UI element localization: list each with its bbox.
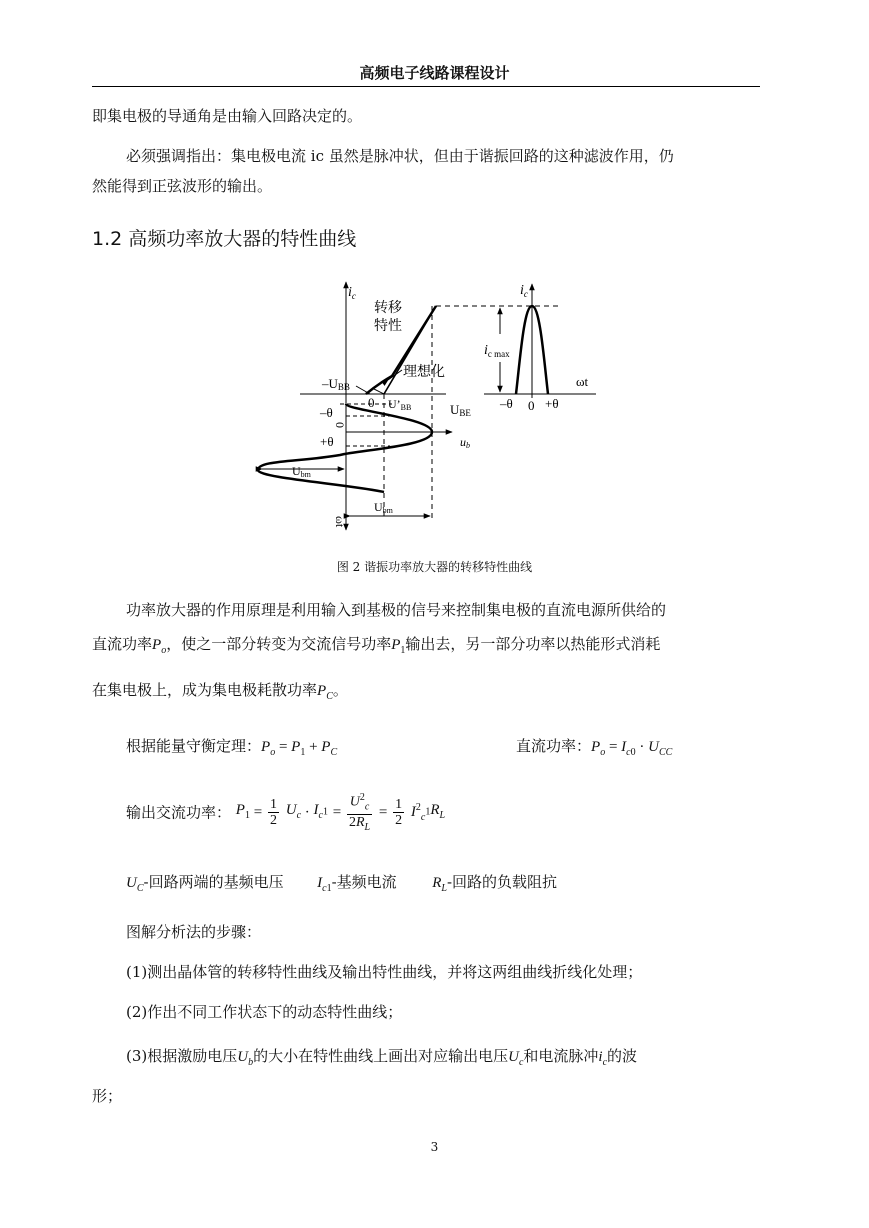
minus-theta-right: –θ: [500, 396, 513, 411]
transfer-label-1: 转移: [374, 301, 402, 316]
omega-t-vert-label: ωt: [333, 516, 347, 528]
figure-caption: 图 2 谐振功率放大器的转移特性曲线: [336, 560, 533, 574]
steps-title: 图解分析法的步骤：: [126, 923, 262, 941]
ubb-marker: [372, 388, 384, 394]
step-3-cont: 形；: [92, 1087, 123, 1105]
minus-theta-left: –θ: [320, 405, 333, 420]
ubm-left-label: Ubm: [292, 464, 311, 479]
ic-label-left: $i_c$: [348, 285, 356, 301]
text2-line-1: 功率放大器的作用原理是利用输入到基极的信号来控制集电极的直流电源所供给的: [126, 601, 667, 619]
ub-label: ub: [460, 435, 470, 450]
ic-label-right: $i_c$: [520, 283, 528, 299]
definitions-line: $U_C-$回路两端的基频电压 $I_{c1}-$基频电流 $R_L-$回路的负载阻抗: [126, 873, 558, 894]
plus-theta-left: +θ: [320, 434, 334, 449]
plus-theta-right: +θ: [545, 396, 559, 411]
ube-label: UBE: [450, 402, 471, 418]
zero-vert-label: 0: [333, 422, 347, 428]
section-heading: 1.2 高频功率放大器的特性曲线: [92, 228, 357, 250]
page-header-title: 高频电子线路课程设计: [359, 64, 510, 82]
ubm-bottom-label: Ubm: [374, 500, 393, 515]
idealized-label: 理想化: [403, 365, 445, 380]
input-waveform: [258, 404, 432, 492]
transfer-label-2: 特性: [374, 319, 402, 334]
omega-t-label: ωt: [576, 374, 589, 389]
ac-power-line: 输出交流功率： $P_1$ = $\frac{1}{2}$ $U_c \cdot I_c1$ = $\frac{U^2_c}{2R_L}$ = $\frac{1}{2}$ $I^2_c1R_L$: [126, 792, 446, 834]
paragraph-2-line-1: 必须强调指出：集电极电流 ic 虽然是脉冲状，但由于谐振回路的这种滤波作用，仍: [126, 147, 674, 165]
dc-power-line: 直流功率：$P_o = I_{c0} \cdot U_{CC}$: [516, 737, 673, 758]
zero-label-left: 0: [368, 395, 375, 410]
paragraph-1: 即集电极的导通角是由输入回路决定的。: [92, 107, 363, 125]
step-2: (2)作出不同工作状态下的动态特性曲线；: [126, 1003, 403, 1021]
ubb-prime-label: U’BB: [388, 397, 412, 412]
zero-label-right: 0: [528, 398, 535, 413]
icmax-label: $i_{c max}$: [484, 343, 510, 359]
transfer-characteristic-figure: [0, 0, 869, 560]
neg-ubb-label: –UBB: [322, 376, 350, 392]
page-number: 3: [430, 1140, 439, 1154]
energy-conservation-line: 根据能量守衡定理：$P_o = P_1 + P_C$: [126, 737, 338, 758]
text2-line-2: 直流功率$P_o$，使之一部分转变为交流信号功率$P_1$输出去，另一部分功率以热能形式消耗: [92, 635, 661, 656]
paragraph-2-line-2: 然能得到正弦波形的输出。: [92, 177, 273, 195]
step-1: (1)测出晶体管的转移特性曲线及输出特性曲线，并将这两组曲线折线化处理；: [126, 963, 643, 981]
step-3: (3)根据激励电压$U_b$的大小在特性曲线上画出对应输出电压$U_c$和电流脉冲$i_c$的波: [126, 1047, 638, 1068]
text2-line-3: 在集电极上，成为集电极耗散功率$P_C$。: [92, 681, 348, 702]
